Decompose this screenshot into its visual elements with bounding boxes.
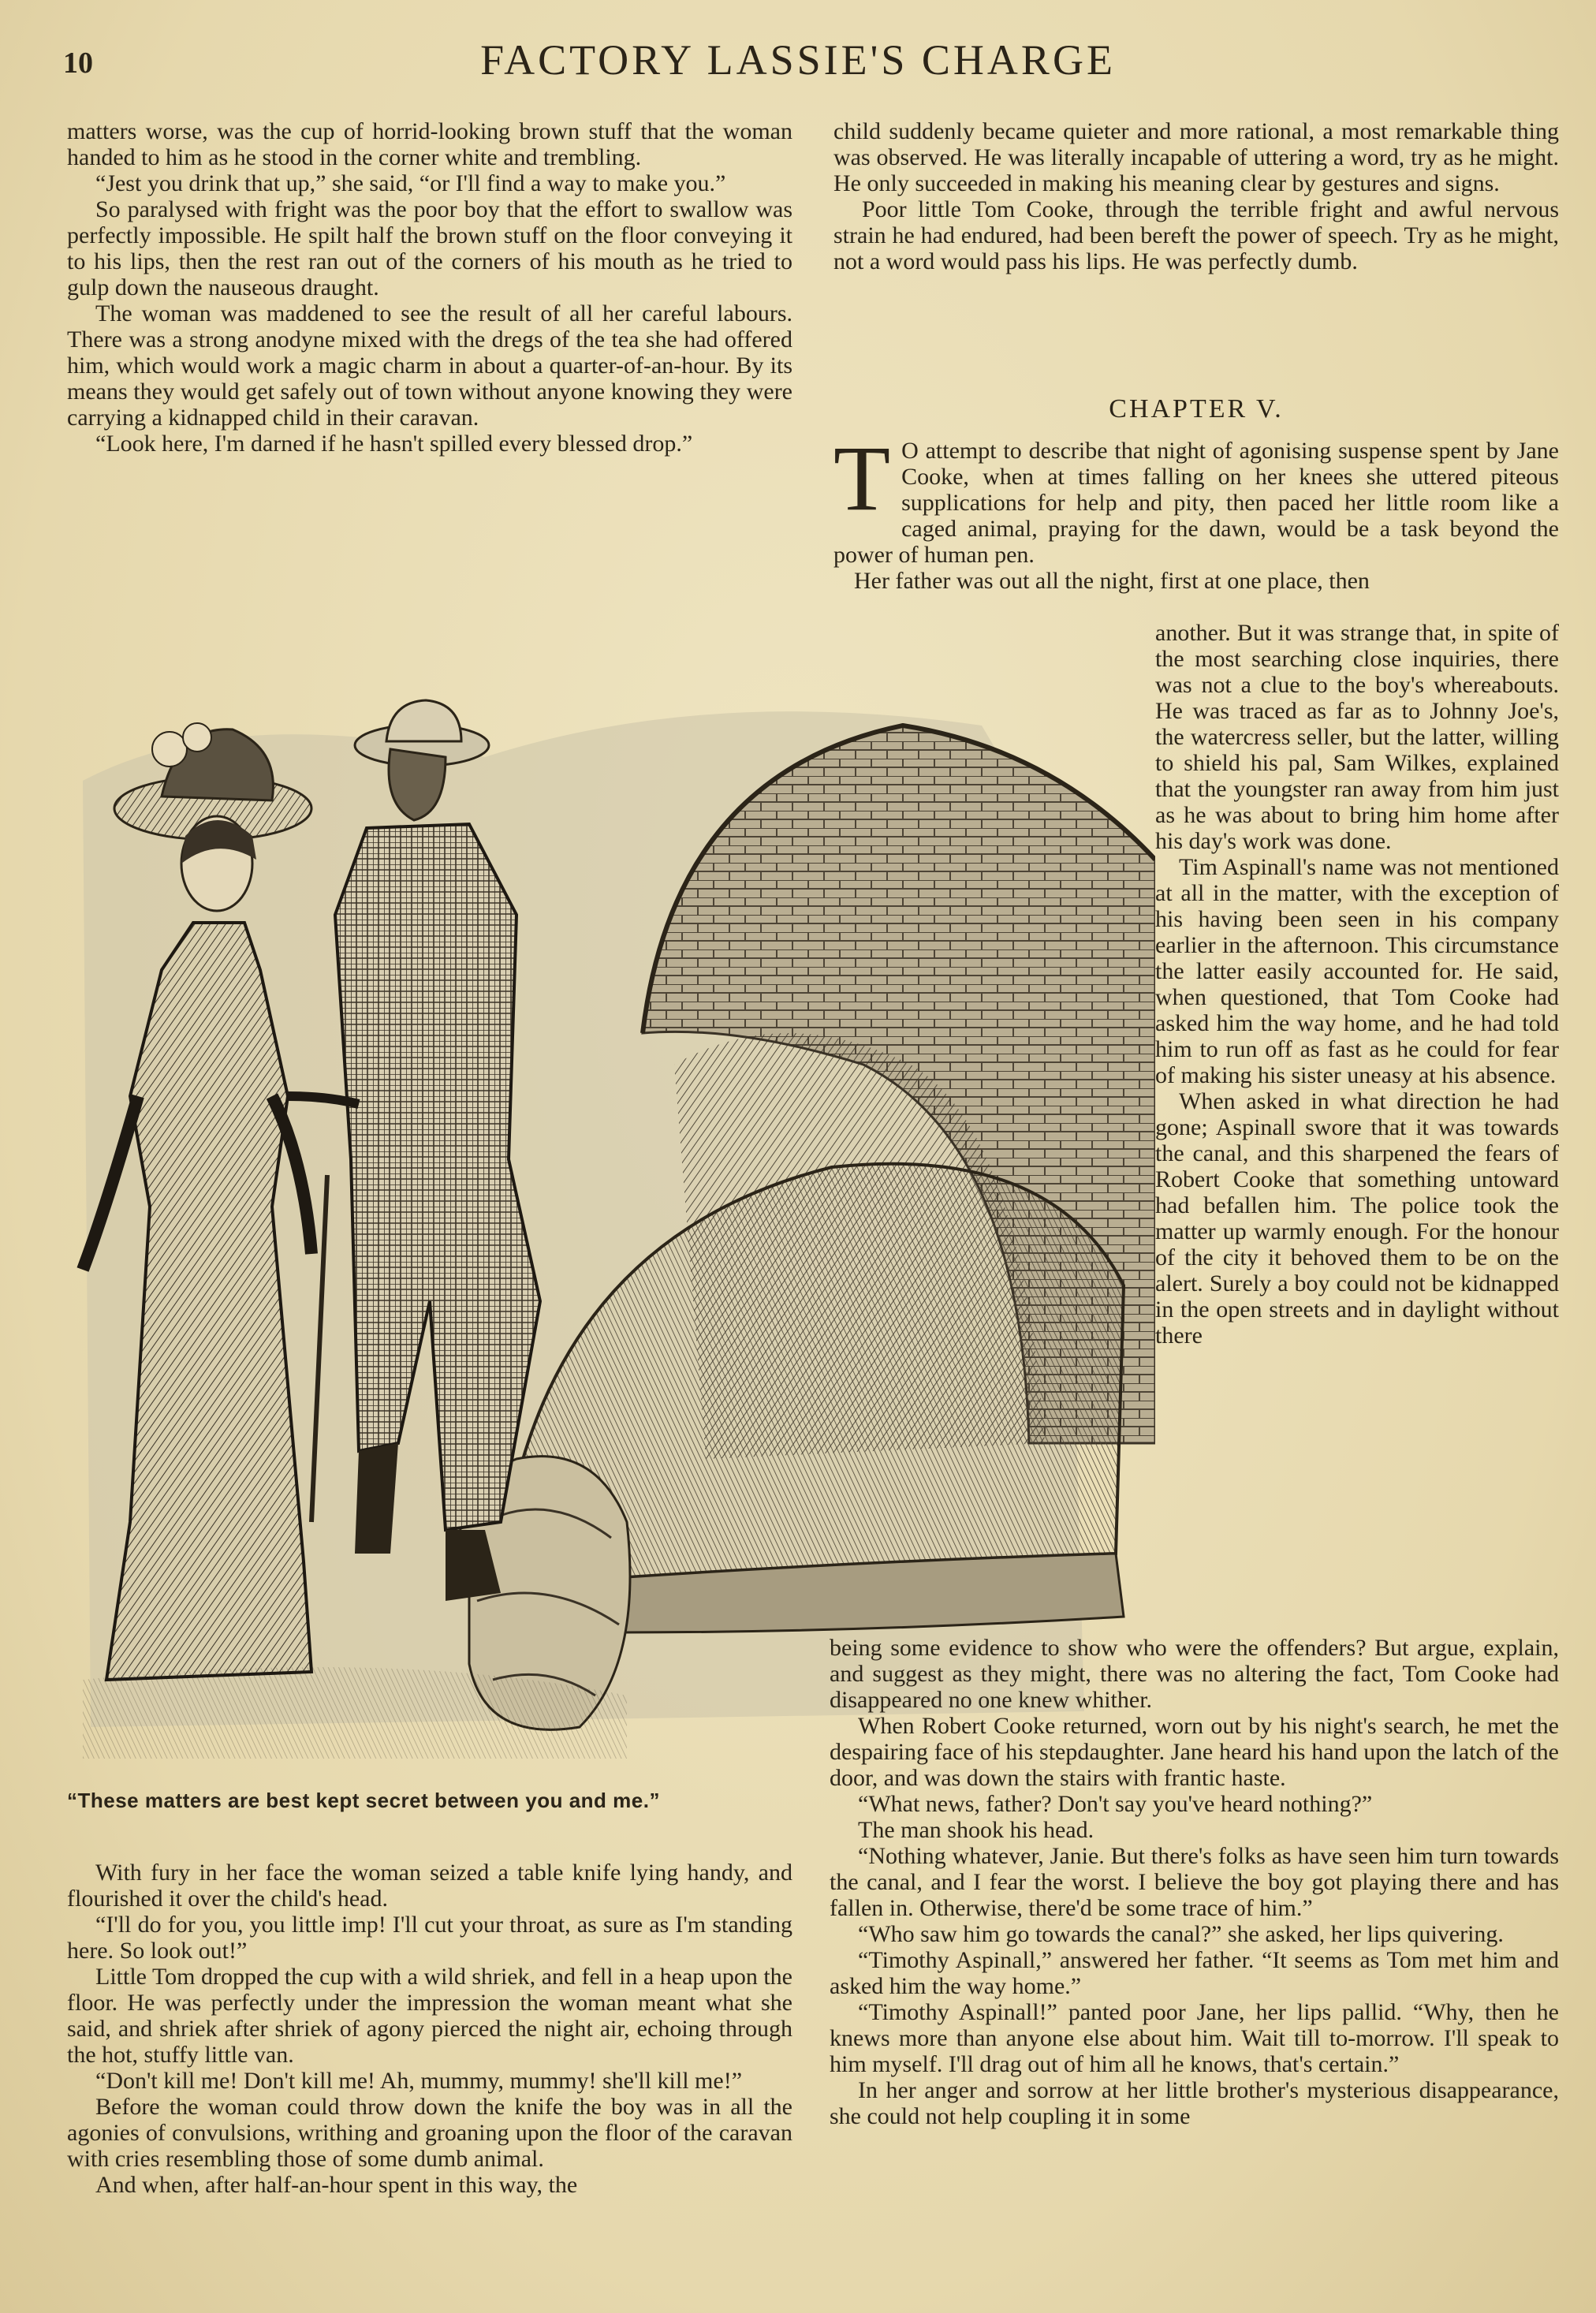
paragraph: being some evidence to show who were the offenders? But argue, explain, and suggest as they might, there was no altering the fact, Tom Cooke had disappeared no one knew whither. [830,1635,1559,1713]
paragraph: Her father was out all the night, first at one place, then [854,568,1370,594]
paragraph: Little Tom dropped the cup with a wild shriek, and fell in a heap upon the floor. He was perfectly under the impression the woman meant what she said, and shriek after shriek of agony pierced the night air, echoing through the hot, stuffy little van. [67,1964,792,2068]
paragraph: “Look here, I'm darned if he hasn't spilled every blessed drop.” [95,431,693,457]
paragraph: Poor little Tom Cooke, through the terrible fright and awful nervous strain he had endured, had been bereft the power of speech. Try as he might, not a word would pass his lips. He was perfectly dumb. [833,196,1559,274]
paragraph: child suddenly became quieter and more rational, a most remarkable thing was observed. He was literally incapable of uttering a word, try as he might. He only succeeded in making his meaning clear by gestures and signs. [833,118,1559,196]
paragraph: “Timothy Aspinall,” answered her father. “It seems as Tom met him and asked him the way home.” [830,1947,1559,1999]
paragraph: So paralysed with fright was the poor boy that the effort to swallow was perfectly impossible. He spilt half the brown stuff on the floor conveying it to his lips, then the rest ran out of the corners of his mouth as he tried to gulp down the nauseous draught. [67,196,792,300]
running-title: FACTORY LASSIE'S CHARGE [480,36,1116,84]
paragraph: And when, after half-an-hour spent in this way, the [95,2172,578,2198]
paragraph: When Robert Cooke returned, worn out by his night's search, he met the despairing face of his stepdaughter. Jane heard his hand upon the latch of the door, and was down the stairs with frantic haste. [830,1713,1559,1791]
paragraph: In her anger and sorrow at her little brother's mysterious disappearance, she could not help coupling it in some [830,2077,1559,2129]
paragraph: “Who saw him go towards the canal?” she asked, her lips quivering. [858,1921,1504,1947]
illustration-caption: “These matters are best kept secret between you and me.” [67,1789,660,1812]
right-narrow-column [1155,620,1559,1349]
paragraph: “What news, father? Don't say you've heard nothing?” [858,1791,1373,1817]
engraving-illustration [75,655,1155,1759]
right-column-bottom [830,1635,1559,2129]
paragraph: With fury in her face the woman seized a table knife lying handy, and flourished it over the child's head. [67,1860,792,1912]
paragraph: When asked in what direction he had gone; Aspinall swore that it was towards the canal, and this sharpened the fears of Robert Cooke that something untoward had befallen him. The police took the matter up warmly enough. For the honour of the city it behoved them to be on the alert. Surely a boy could not be kidnapped in the open streets and in daylight without there [1155,1088,1559,1349]
paragraph: Before the woman could throw down the knife the boy was in all the agonies of convulsions, writhing and groaning upon the floor of the caravan with cries resembling those of some dumb animal. [67,2094,792,2172]
paragraph: Tim Aspinall's name was not mentioned at all in the matter, with the exception of his having been seen in his company earlier in the afternoon. This circumstance the latter easily accounted for. He said, when questioned, that Tom Cooke had asked him the way home, and he had told him to run off as fast as he could for fear of making his sister uneasy at his absence. [1155,854,1559,1088]
left-column-top [67,118,792,457]
paragraph: “Don't kill me! Don't kill me! Ah, mummy, mummy! she'll kill me!” [95,2068,743,2094]
paragraph: The man shook his head. [858,1817,1094,1843]
chapter-opening-text: O attempt to describe that night of agonising suspense spent by Jane Cooke, when at times falling on her knees she uttered piteous supplications for help and pity, then paced her little room like a caged animal, praying for the dawn, would be a task beyond the power of human pen. [833,438,1559,568]
paragraph: matters worse, was the cup of horrid-looking brown stuff that the woman handed to him as he stood in the corner white and trembling. [67,118,792,170]
paragraph: “Nothing whatever, Janie. But there's folks as have seen him turn towards the canal, and I fear the worst. I believe the boy got playing there and has fallen in. Otherwise, there'd be some trace of him.” [830,1843,1559,1921]
left-column-bottom [67,1860,792,2198]
paragraph: The woman was maddened to see the result of all her careful labours. There was a strong anodyne mixed with the dregs of the tea she had offered him, which would work a magic charm in about a quarter-of-an-hour. By its means they would get safely out of town without anyone knowing they were carrying a kidnapped child in their caravan. [67,300,792,431]
chapter-heading: CHAPTER V. [1109,394,1284,423]
paragraph: “Timothy Aspinall!” panted poor Jane, her lips pallid. “Why, then he knews more than anyone else about him. Wait till to-morrow. I'll speak to him myself. I'll drag out of him all he knows, that's certain.” [830,1999,1559,2077]
paragraph: another. But it was strange that, in spite of the most searching close inquiries, there was not a clue to the boy's whereabouts. He was traced as far as to Johnny Joe's, the watercress seller, but the latter, willing to shield his pal, Sam Wilkes, explained that the youngster ran away from him just as he was about to bring him home after his day's work was done. [1155,620,1559,854]
page-number: 10 [63,47,93,80]
chapter-opening [833,427,1559,594]
drop-cap: T [833,427,891,530]
right-column-top [833,118,1559,274]
paragraph: “I'll do for you, you little imp! I'll cut your throat, as sure as I'm standing here. So look out!” [67,1912,792,1964]
paragraph: “Jest you drink that up,” she said, “or I'll find a way to make you.” [95,170,726,196]
